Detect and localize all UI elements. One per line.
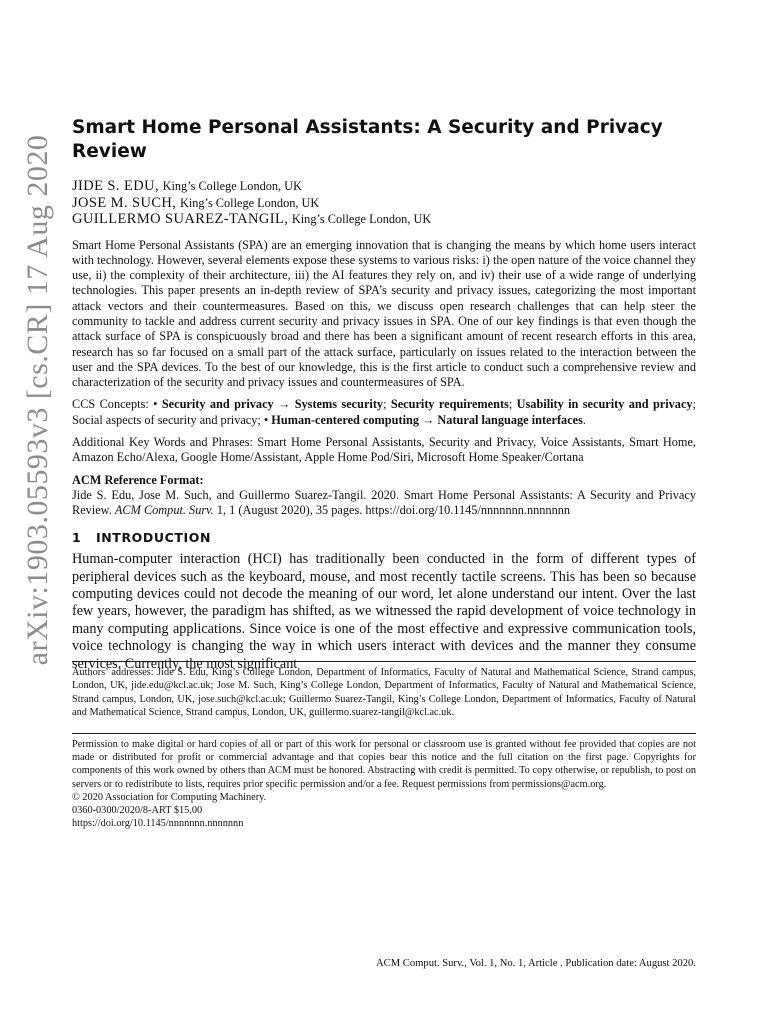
issn-line: 0360-0300/2020/8-ART $15.00 [72,805,203,817]
acm-reference [72,473,696,519]
keywords: Additional Key Words and Phrases: Smart Home Personal Assistants, Security and Privacy, Voice Assistants, Smart Home, Amazon Echo/Alexa, Google Home/Assistant, Apple Home Pod/Siri, Microsoft Home Speaker/Cortana [72,435,696,465]
reference-heading: ACM Reference Format: [72,472,204,487]
author-affiliation: King’s College London, UK [291,212,432,226]
reference-details: 1, 1 (August 2020), 35 pages. https://doi.org/10.1145/nnnnnnn.nnnnnnn [216,502,571,517]
paper-title: Smart Home Personal Assistants: A Security and Privacy Review [72,117,663,162]
ccs-concept: Security requirements [390,397,509,412]
section-number: 1 [72,530,82,546]
ccs-separator: . [582,412,586,427]
ccs-separator: ; Social aspects of security and privacy; • [72,397,696,427]
section-title: INTRODUCTION [96,530,212,546]
ccs-concept: Security and privacy → Systems security [161,397,384,412]
ccs-concept: Human-centered computing → Natural language interfaces [271,412,583,427]
author-affiliation: King’s College London, UK [179,195,320,210]
reference-citation: Jide S. Edu, Jose M. Such, and Guillermo Suarez-Tangil. 2020. Smart Home Personal Assistants: A Security and Privacy Review. [72,487,696,517]
section-heading [72,530,696,545]
author-line [72,211,696,228]
ccs-label: CCS Concepts: • [72,397,158,412]
page-footer: ACM Comput. Surv., Vol. 1, No. 1, Article . Publication date: August 2020. [376,958,696,969]
author-addresses: Authors’ addresses: Jide S. Edu, King’s College London, Department of Informatics, Faculty of Natural and Mathematical Science, Strand campus, London, UK, jide.edu@kcl.ac.uk; Jose M. Such, King’s College London, Department of Informatics, Faculty of Natural and Mathematical Science, Strand campus, London, UK, jose.such@kcl.ac.uk; Guillermo Suarez-Tangil, King’s College London, Department of Informatics, Faculty of Natural and Mathematical Science, Strand campus, London, UK, guillermo.suarez-tangil@kcl.ac.uk. [72,667,696,718]
reference-text [72,488,696,519]
author-list [72,178,696,228]
arxiv-identifier: arXiv:1903.05593v3 [cs.CR] 17 Aug 2020 [21,134,54,666]
author-affiliation: King’s College London, UK [162,179,302,193]
ccs-concept: Usability in security and privacy [516,397,693,412]
copyright-notice: © 2020 Association for Computing Machinery. [72,791,267,803]
ccs-concepts [72,397,696,428]
doi-link[interactable]: https://doi.org/10.1145/nnnnnnn.nnnnnnn [72,818,244,830]
permission-notice: Permission to make digital or hard copies of all or part of this work for personal or classroom use is granted without fee provided that copies are not made or distributed for profit or commercial advantage and that copies bear this notice and the full citation on the first page. Copyrights for components of this work owned by others than ACM must be honored. Abstracting with credit is permitted. To copy otherwise, or republish, to post on servers or to redistribute to lists, requires prior specific permission and/or a fee. Request permissions from permissions@acm.org. [72,739,696,790]
arxiv-sidebar [8,70,68,730]
ccs-separator: ; [383,397,387,412]
author-name: JIDE S. EDU, [72,178,159,194]
ccs-separator: ; [508,397,513,412]
author-line [72,178,696,195]
introduction-text: Human-computer interaction (HCI) has traditionally been conducted in the form of different types of peripheral devices such as the keyboard, mouse, and most recently tactile screens. This has been so because computing devices could not decode the meaning of our word, let alone understand our intent. Over the last few years, however, the paradigm has shifted, as we witnessed the rapid development of voice technology in many computing applications. Since voice is one of the most effective and expressive communication tools, voice technology is changing the way in which users interact with devices and the manner they consume services. Currently, the most significant [72,551,696,672]
abstract: Smart Home Personal Assistants (SPA) are an emerging innovation that is changing the means by which home users interact with technology. However, several elements expose these systems to various risks: i) the open nature of the voice channel they use, ii) the complexity of their architecture, iii) the AI features they rely on, and iv) their use of a wide range of underlying technologies. This paper presents an in-depth review of SPA’s security and privacy issues, categorizing the most important attack vectors and their countermeasures. Based on this, we discuss open research challenges that can help steer the community to tackle and address current security and privacy issues in SPA. One of our key findings is that even though the attack surface of SPA is conspicuously broad and there has been a significant amount of recent research efforts in this area, research has so far focused on a small part of the attack surface, particularly on issues related to the interaction between the user and the SPA devices. To the best of our knowledge, this is the first article to conduct such a comprehensive review and characterization of the security and privacy issues and countermeasures of SPA. [72,237,696,390]
author-name: GUILLERMO SUAREZ-TANGIL, [72,211,289,227]
permission-divider [72,733,696,734]
paper-page [72,116,696,830]
author-line [72,195,696,212]
author-name: JOSE M. SUCH, [72,194,177,211]
reference-journal: ACM Comput. Surv. [114,502,214,517]
